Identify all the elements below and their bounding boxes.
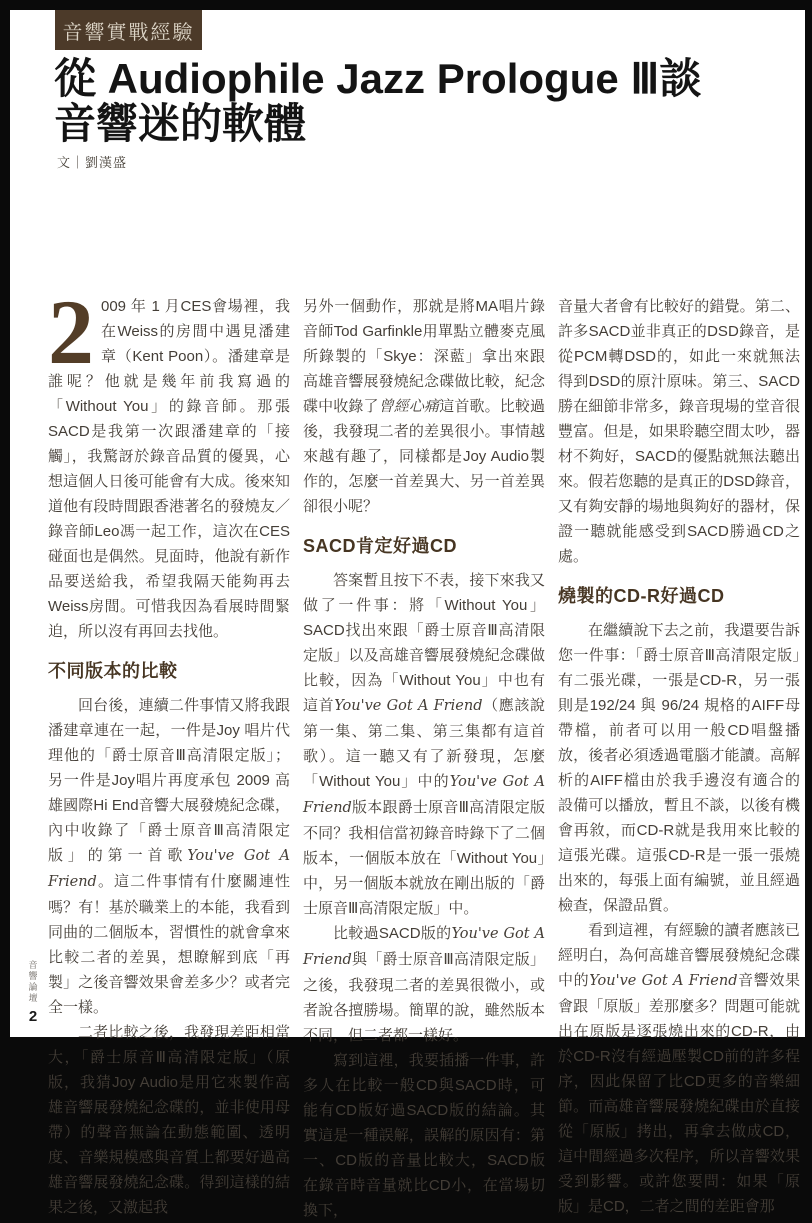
body-text: 回台後，連續二件事情又將我跟潘建章連在一起，一件是Joy 唱片代理他的「爵士原音Ⅲ高清限定版」；另一件是Joy唱片再度承包 2009 高雄國際Hi End音響大展發燒紀念碟，內中收錄了「爵士原音Ⅲ高清限定版」的第一首歌 (48, 697, 290, 864)
section-badge-label: 音響實戰經驗 (62, 21, 195, 44)
body-text: 二者比較之後，我發現差距相當大，「爵士原音Ⅲ高清限定版」（原版，我猜Joy Audio是用它來製作高雄音響展發燒紀念碟的，並非使用母帶）的聲音無論在動態範圍、透明度、音樂規模感與音質上都要好過高雄音響展發燒紀念碟。得到這樣的結果之後，又激起我 (48, 1024, 290, 1216)
section-heading: 不同版本的比較 (48, 661, 178, 681)
magazine-name-vertical: 音響論壇 (27, 960, 38, 1004)
article-paragraph (48, 693, 290, 1020)
section-heading: SACD肯定好過CD (303, 536, 458, 556)
body-text: 這首歌。比較過後，我發現二者的差異很小。事情越來越有趣了，同樣都是Joy Audio製作的，怎麼一首差異大、另一首差異卻很小呢？ (303, 398, 545, 515)
byline: 文｜劉漢盛 (57, 155, 128, 170)
body-text: 音量大者會有比較好的錯覺。第二、許多SACD並非真正的DSD錄音，是從PCM轉DSD的，如此一來就無法得到DSD的原汁原味。第三、SACD勝在細節非常多，錄音現場的堂音很豐富。但是，如果聆聽空間太吵，器材不夠好，SACD的優點就無法聽出來。假若您聽的是真正的DSD錄音，又有夠安靜的場地與夠好的器材，保證一聽就能感受到SACD勝過CD之處。 (558, 298, 800, 565)
body-text: 版本跟爵士原音Ⅲ高清限定版不同？我相信當初錄音時錄下了二個版本，一個版本放在「Without You」中，另一個版本就放在剛出版的「爵士原音Ⅲ高清限定版」中。 (303, 799, 545, 917)
article-column-1 (48, 281, 290, 1223)
section-heading: 燒製的CD-R好過CD (558, 586, 725, 606)
article-paragraph (558, 294, 800, 569)
italic-title-text: You've Got A Friend (303, 926, 545, 968)
body-text: 在繼續說下去之前，我還要告訴您一件事：「爵士原音Ⅲ高清限定版」有二張光碟，一張是CD-R，另一張則是192/24 與 96/24 規格的AIFF母帶檔，前者可以用一般CD唱盤播放，後者必須透過電腦才能讀。高解析的AIFF檔由於我手邊沒有適合的設備可以播放，暫且不談，以後有機會再敘，而CD-R就是我用來比較的這張光碟。這張CD-R是一張一張燒出來的，每張上面有編號，並且經過檢查，保證品質。 (558, 622, 800, 914)
italic-title-text: You've Got A Friend (334, 698, 483, 714)
italic-title-text: You've Got A Friend (48, 848, 290, 890)
body-text: 答案暫且按下不表，接下來我又做了一件事：將「Without You」SACD找出來跟「爵士原音Ⅲ高清限定版」以及高雄音響展發燒紀念碟做比較，因為「Without You」中也有這首 (303, 572, 545, 714)
drop-cap: 2 (48, 281, 94, 383)
article-paragraph (48, 1020, 290, 1220)
article-paragraph (558, 918, 800, 1219)
page-surface (10, 10, 805, 1219)
article-column-2 (303, 294, 545, 1223)
italic-title-text: You've Got A Friend (303, 774, 546, 816)
article-paragraph (303, 921, 545, 1048)
body-text: 009 年 1 月CES會場裡，我在Weiss的房間中遇見潘建章（Kent Poon）。潘建章是誰呢？他就是幾年前我寫過的「Without You」的錄音師。那張SACD是我第一次跟潘建章的「接觸」，我驚訝於錄音品質的優異，心想這個人日後可能會有大成。後來知道他有段時間跟香港著名的發燒友／錄音師Leo馮一起工作，這次在CES碰面也是偶然。見面時，他說有新作品要送給我，希望我隔天能夠再去Weiss房間。可惜我因為看展時間緊迫，所以沒有再回去找他。 (48, 298, 290, 640)
body-text: 寫到這裡，我要插播一件事，許多人在比較一般CD與SACD時，可能有CD版好過SACD版的結論。其實這是一種誤解，誤解的原因有：第一、CD版的音量比較大，SACD版在錄音時音量就比CD小，在當場切換下， (303, 1052, 545, 1219)
article-paragraph (303, 1048, 545, 1223)
page-folio (22, 960, 44, 1025)
italic-title-text: 曾經心痛 (378, 398, 440, 415)
article-paragraph (303, 568, 545, 921)
page-title (54, 56, 754, 146)
article-column-3 (558, 294, 800, 1223)
body-text: 與「爵士原音Ⅲ高清限定版」之後，我發現二者的差異很微小，或者說各擅勝場。簡單的說，雖然版本不同，但二者都一樣好。 (303, 951, 545, 1044)
article-paragraph (558, 618, 800, 918)
body-text: （應該說第一集、第二集、第三集都有這首歌）。這一聽又有了新發現，怎麼「Without You」中的 (303, 697, 545, 790)
body-text: 另外一個動作，那就是將MA唱片錄音師Tod Garfinkle用單點立體麥克風所錄製的「Skye：深藍」拿出來跟高雄音響展發燒紀念碟做比較，紀念碟中收錄了 (303, 298, 545, 415)
page-title-line2: 音響迷的軟體 (54, 100, 307, 147)
body-text: 。這二件事情有什麼關連性嗎？有！基於職業上的本能，我看到同曲的二個版本，習慣性的就會拿來比較二者的差異，想瞭解到底「再製」之後音響效果會差多少？或者完全一樣。 (48, 873, 290, 1016)
body-text: 音響效果會跟「原版」差那麼多？問題可能就出在原版是逐張燒出來的CD-R，由於CD-R沒有經過壓製CD前的許多程序，因此保留了比CD更多的音樂細節。而高雄音響展發燒紀碟由於直接從「原版」拷出，再拿去做成CD，這中間經過多次程序，所以音響效果受到影響。或許您要問：如果「原版」是CD，二者之間的差距會那 (558, 972, 800, 1215)
body-text: 看到這裡，有經驗的讀者應該已經明白，為何高雄音響展發燒紀念碟中的 (558, 922, 800, 989)
article-paragraph (48, 281, 290, 644)
italic-title-text: You've Got A Friend (589, 973, 738, 989)
body-text: 比較過SACD版的 (333, 925, 452, 942)
article-paragraph (303, 294, 545, 519)
page-title-line1: 從 Audiophile Jazz Prologue Ⅲ談 (54, 55, 702, 102)
section-badge (55, 10, 202, 50)
article-body (48, 281, 800, 1223)
page-number: 2 (28, 1008, 38, 1025)
